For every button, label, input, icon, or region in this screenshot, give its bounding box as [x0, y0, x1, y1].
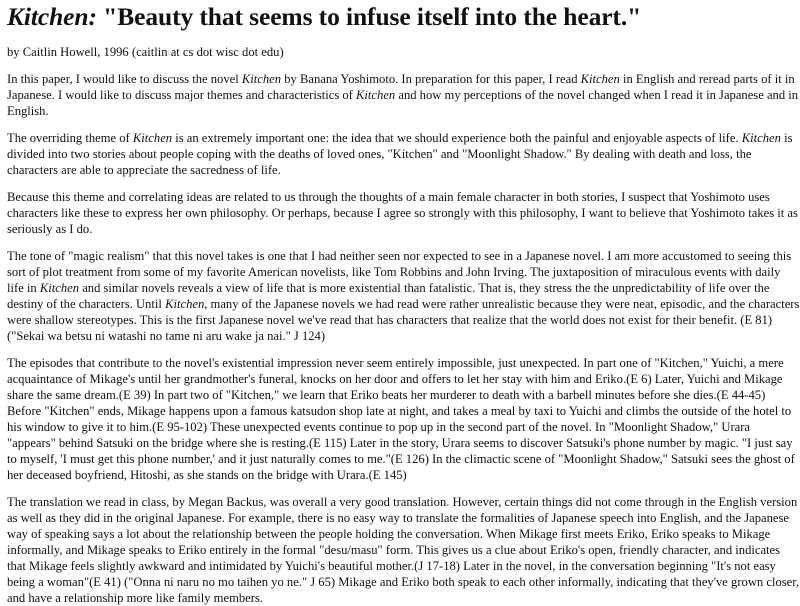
text-line: his window to give it to him.(E 95-102) These unexpected events continue to pop up in the second part of the novel. In "Moonlight Shadow," Urara — [7, 420, 751, 434]
text-line: way of speaking says a lot about the relationship between the people holding the conversation. When Mikage first meets Eriko, Eriko speaks to Mikage — [7, 527, 771, 541]
book-title-italic: Kitchen — [241, 72, 282, 86]
text-line: characters are able to appreciate the sacredness of life. — [7, 163, 281, 177]
text-line: share the same dream.(E 39) In part two of "Kitchen," we learn that Eriko beats her murderer to death with a barbell minutes before she dies.(E 44-45) — [7, 388, 766, 402]
text-line: Japanese. I would like to discuss major themes and characteristics of Kitchen and how my perceptions of the novel changed when I read it in Japanese and in — [7, 88, 799, 102]
text-line: life in Kitchen and similar novels reveals a view of life that is more existential than fatalistic. That is, they stress the the unpredictability of life over the — [7, 281, 770, 295]
title-book-name: Kitchen: — [7, 2, 97, 31]
text-line: acquaintance of Mikage's until her grandmother's funeral, knocks on her door and offers to let her stay with him and Eriko.(E 6) Later, Yuichi and Mikage — [7, 372, 783, 386]
title-quote: "Beauty that seems to infuse itself into the heart." — [96, 2, 642, 31]
text-line: The episodes that contribute to the novel's existential impression never seem entirely impossible, just unexpected. In part one of "Kitchen," Yuichi, a mere — [7, 356, 784, 370]
text-line: The translation we read in class, by Megan Backus, was overall a very good translation. However, certain things did not come through in the English version — [7, 495, 798, 509]
text-line: English. — [7, 104, 49, 118]
text-line: The overriding theme of Kitchen is an extremely important one: the idea that we should experience both the painful and enjoyable aspects of life. Kitchen is — [7, 131, 793, 145]
paragraph — [7, 248, 800, 344]
book-title-italic: Kitchen — [356, 88, 396, 102]
book-title-italic: Kitchen — [165, 297, 205, 311]
paragraph — [7, 189, 798, 237]
text-line: informally, and Mikage speaks to Eriko entirely in the formal "desu/masu" form. This gives us a clue about Eriko's open, friendly character, and indicates — [7, 543, 781, 557]
page-title — [7, 2, 793, 32]
text-line: ("Sekai wa betsu ni watashi no tame ni aru wake ja nai." J 124) — [7, 329, 326, 343]
text-line: Before "Kitchen" ends, Mikage happens upon a famous katsudon shop late at night, and takes a meal by taxi to Yuichi and climbs the outside of the hotel to — [7, 404, 792, 418]
text-line: In this paper, I would like to discuss the novel Kitchen by Banana Yoshimoto. In preparation for this paper, I read Kitchen in English and reread parts of it in — [7, 72, 795, 86]
book-title-italic: Kitchen — [39, 281, 80, 295]
text-line: divided into two stories about people coping with the deaths of loved ones, "Kitchen" and "Moonlight Shadow." By dealing with death and loss, the — [7, 147, 752, 161]
text-line: were shallow stereotypes. This is the first Japanese novel we've read that has characters that realize that the world does not exist for their benefit. (E 81) — [7, 313, 773, 327]
text-line: and have a relationship more like family members. — [7, 591, 263, 605]
text-line: destiny of the characters. Until Kitchen, many of the Japanese novels we had read were rather unrealistic because they were neat, episodic, and the characters — [7, 297, 800, 311]
text-line: that Mikage feels slightly awkward and intimidated by Yuichi's beautiful mother.(J 17-18) Later in the novel, in the conversation beginning "It's not easy — [7, 559, 776, 573]
book-title-italic: Kitchen — [741, 131, 781, 145]
text-line: seriously as I do. — [7, 222, 93, 236]
text-line: her deceased boyfriend, Hitoshi, as she stands on the bridge with Urara.(E 145) — [7, 468, 407, 482]
text-line: as well as they did in the original Japanese. For example, there is no easy way to translate the formalities of Japanese speech into English, and the Japanese — [7, 511, 789, 525]
text-line: characters like these to express her own philosophy. Or perhaps, because I agree so strongly with this philosophy, I want to believe that Yoshimoto takes it as — [7, 206, 798, 220]
text-line: Because this theme and correlating ideas are related to us through the thoughts of a main female character in both stories, I suspect that Yoshimoto uses — [7, 190, 770, 204]
byline: by Caitlin Howell, 1996 (caitlin at cs dot wisc dot edu) — [7, 45, 284, 59]
text-line: "appears" behind Satsuki on the bridge where she is resting.(E 115) Later in the story, Urara seems to discover Satsuki's phone number by magic. "I just say — [7, 436, 793, 450]
book-title-italic: Kitchen — [580, 72, 620, 86]
paragraph — [7, 355, 793, 483]
text-line: The tone of "magic realism" that this novel takes is one that I had neither seen nor expected to see in a Japanese novel. I am more accustomed to seeing this — [7, 249, 792, 263]
document-page — [0, 2, 800, 606]
text-line: being a woman"(E 41) ("Onna ni naru no mo taihen yo ne." J 65) Mikage and Eriko both speak to each other informally, indicating that they've grown closer, — [7, 575, 800, 589]
text-line: to myself, 'I must get this phone number,' and it just naturally comes to me."(E 126) In the climactic scene of "Moonlight Shadow," Satsuki sees the ghost of — [7, 452, 795, 466]
paragraph — [7, 71, 799, 119]
article-body — [7, 71, 800, 606]
paragraph — [7, 494, 800, 606]
book-title-italic: Kitchen — [132, 131, 173, 145]
paragraph — [7, 130, 793, 178]
text-line: sort of plot treatment from some of my favorite American novelists, like Tom Robbins and John Irving. The juxtaposition of miraculous events with daily — [7, 265, 781, 279]
